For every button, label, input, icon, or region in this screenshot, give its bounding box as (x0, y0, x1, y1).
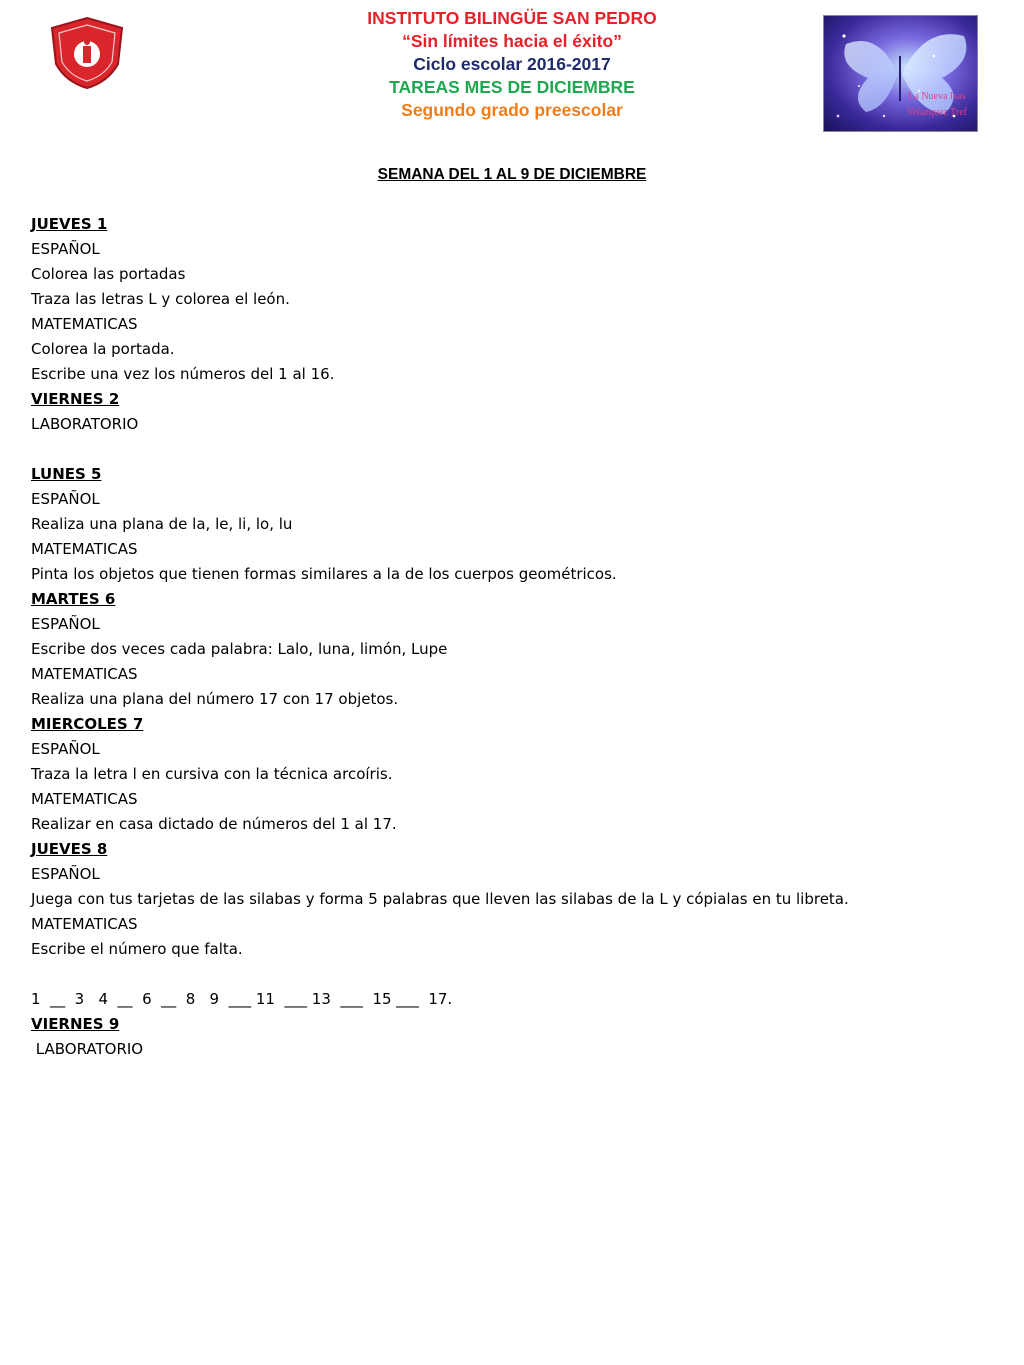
number-sequence: 1 __ 3 4 __ 6 __ 8 9 ___ 11 ___ 13 ___ 15 ___ 17. (31, 990, 453, 1008)
grade-label: Segundo grado preescolar (401, 100, 623, 120)
task-line: ESPAÑOL (31, 240, 100, 258)
task-line: LABORATORIO (31, 415, 139, 433)
butterfly-image (823, 15, 978, 132)
task-line: Colorea las portadas (31, 265, 186, 283)
task-line: LABORATORIO (31, 1040, 144, 1058)
school-motto: “Sin límites hacia el éxito” (402, 31, 622, 51)
spacer (31, 437, 991, 462)
spacer (31, 962, 991, 987)
task-line: Escribe dos veces cada palabra: Lalo, luna, limón, Lupe (31, 640, 448, 658)
task-line: ESPAÑOL (31, 615, 100, 633)
task-line: ESPAÑOL (31, 865, 100, 883)
tasks-body (31, 212, 991, 1062)
task-line: Traza las letras L y colorea el león. (31, 290, 290, 308)
day-heading: VIERNES 9 (31, 1015, 120, 1033)
task-line: Pinta los objetos que tienen formas similares a la de los cuerpos geométricos. (31, 565, 617, 583)
task-line: ESPAÑOL (31, 740, 100, 758)
task-line: Juega con tus tarjetas de las silabas y forma 5 palabras que lleven las silabas de la L y cópialas en tu libreta. (31, 890, 849, 908)
month-tasks-title: TAREAS MES DE DICIEMBRE (389, 77, 635, 97)
task-line: ESPAÑOL (31, 490, 100, 508)
day-heading: MIERCOLES 7 (31, 715, 144, 733)
day-heading: LUNES 5 (31, 465, 102, 483)
school-name: INSTITUTO BILINGÜE SAN PEDRO (367, 8, 657, 28)
day-heading: JUEVES 8 (31, 840, 108, 858)
school-cycle: Ciclo escolar 2016-2017 (413, 54, 611, 74)
document-header (262, 7, 762, 122)
day-heading: JUEVES 1 (31, 215, 108, 233)
week-title: SEMANA DEL 1 AL 9 DE DICIEMBRE (377, 166, 647, 183)
task-line: Realiza una plana del número 17 con 17 objetos. (31, 690, 399, 708)
task-line: MATEMATICAS (31, 540, 138, 558)
school-logo-shield (48, 16, 126, 90)
task-line: Colorea la portada. (31, 340, 175, 358)
task-line: MATEMATICAS (31, 790, 138, 808)
task-line: MATEMATICAS (31, 915, 138, 933)
day-heading: VIERNES 2 (31, 390, 120, 408)
image-caption: La Nueva Isas Velazquez Tref (906, 91, 967, 118)
task-line: Realiza una plana de la, le, li, lo, lu (31, 515, 293, 533)
task-line: Escribe una vez los números del 1 al 16. (31, 365, 335, 383)
task-line: Realizar en casa dictado de números del 1 al 17. (31, 815, 397, 833)
day-heading: MARTES 6 (31, 590, 116, 608)
task-line: MATEMATICAS (31, 665, 138, 683)
task-line: Escribe el número que falta. (31, 940, 243, 958)
task-line: MATEMATICAS (31, 315, 138, 333)
task-line: Traza la letra l en cursiva con la técnica arcoíris. (31, 765, 393, 783)
